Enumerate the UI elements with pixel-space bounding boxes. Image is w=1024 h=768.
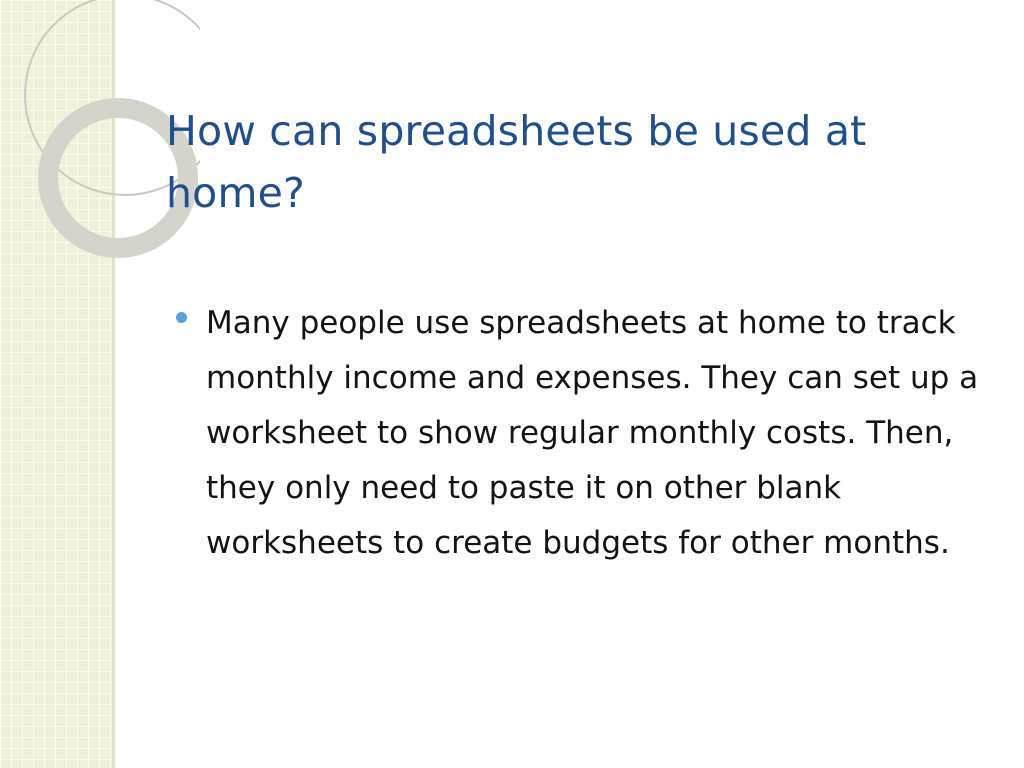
slide-title: How can spreadsheets be used at home?	[166, 107, 867, 217]
bullet-item	[176, 296, 991, 571]
side-pattern-band	[0, 0, 112, 768]
side-band-edge	[112, 0, 115, 768]
bullet-list	[176, 296, 991, 571]
bullet-text: Many people use spreadsheets at home to track monthly income and expenses. They can set up a worksheet to show regular monthly costs. Then, they only need to paste it on other blank worksheets to create budgets for other months.	[206, 305, 979, 561]
bullet-dot-icon	[176, 312, 187, 323]
